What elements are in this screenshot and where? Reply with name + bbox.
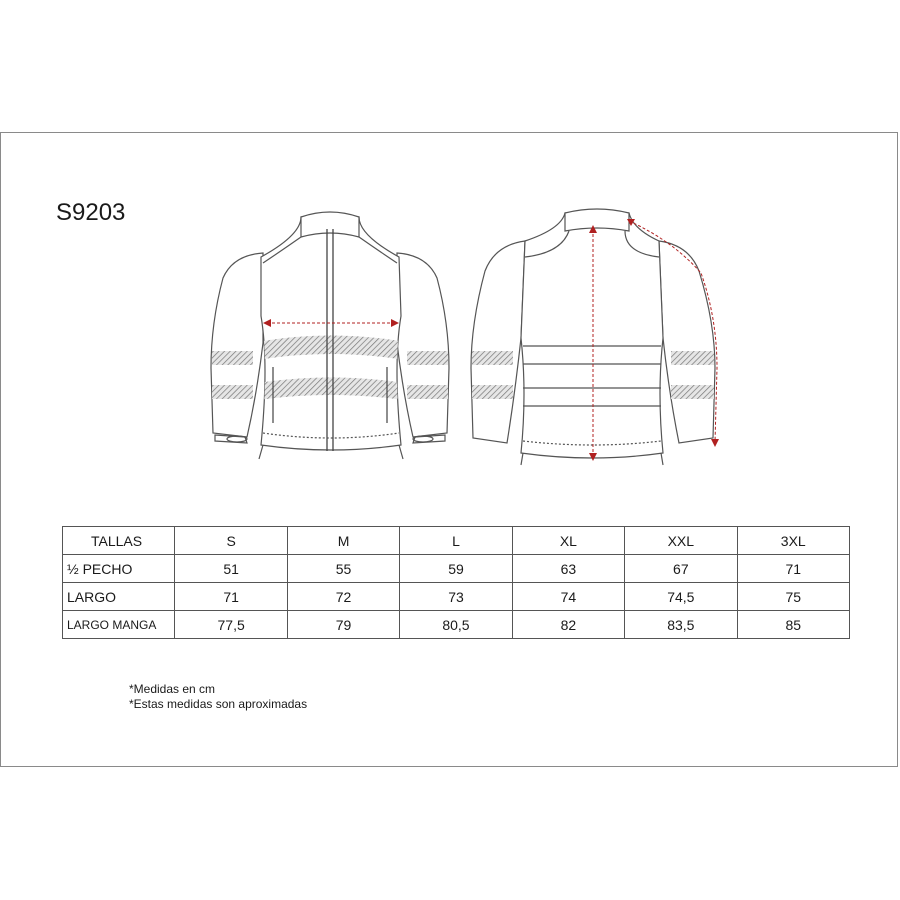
table-cell: 55 [287,555,399,583]
table-header-label: TALLAS [63,527,175,555]
table-row [63,583,850,611]
table-cell: 71 [737,555,849,583]
table-cell: 67 [625,555,737,583]
table-cell: 59 [400,555,512,583]
table-row [63,611,850,639]
table-cell: 80,5 [400,611,512,639]
table-cell: 82 [512,611,624,639]
table-header-size: XXL [625,527,737,555]
table-header-size: XL [512,527,624,555]
table-row [63,555,850,583]
table-cell: 83,5 [625,611,737,639]
table-cell: 63 [512,555,624,583]
table-row-label: ½ PECHO [63,555,175,583]
footnotes [129,682,307,712]
table-cell: 51 [175,555,287,583]
size-table [62,526,850,639]
jacket-front-icon [211,212,449,459]
jacket-drawings [1,133,899,513]
table-cell: 77,5 [175,611,287,639]
size-chart-sheet [0,132,898,767]
table-cell: 71 [175,583,287,611]
table-header-row [63,527,850,555]
table-header-size: L [400,527,512,555]
table-header-size: M [287,527,399,555]
footnote-units: *Medidas en cm [129,682,216,696]
table-row-label: LARGO MANGA [63,611,175,639]
table-cell: 73 [400,583,512,611]
table-header-size: 3XL [737,527,849,555]
table-cell: 79 [287,611,399,639]
model-code: S9203 [56,199,126,226]
table-cell: 75 [737,583,849,611]
table-row-label: LARGO [63,583,175,611]
table-cell: 74 [512,583,624,611]
table-cell: 74,5 [625,583,737,611]
table-header-size: S [175,527,287,555]
table-cell: 72 [287,583,399,611]
footnote-approx: *Estas medidas son aproximadas [129,697,308,711]
table-cell: 85 [737,611,849,639]
